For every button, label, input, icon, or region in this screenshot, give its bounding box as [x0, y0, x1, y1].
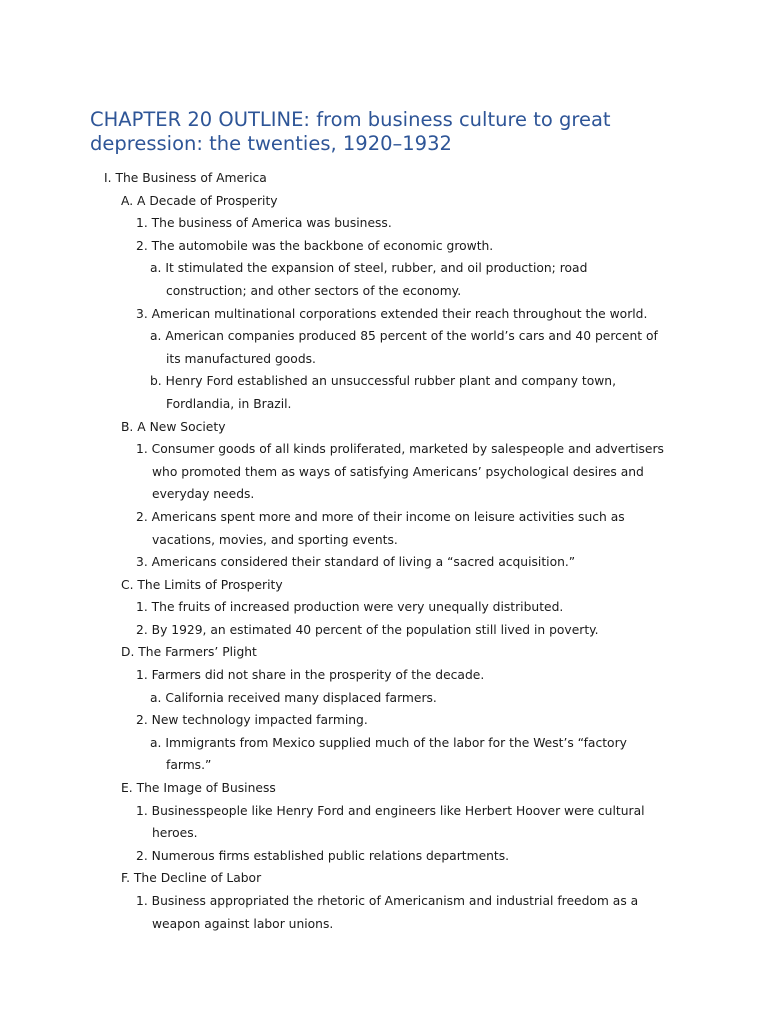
outline-subpoint: a. California received many displaced farmers.: [150, 690, 437, 705]
outline-section-heading: I. The Business of America: [104, 171, 267, 185]
outline-subpoint-continuation: farms.”: [166, 758, 212, 773]
outline-subsection-heading: D. The Farmers’ Plight: [121, 645, 257, 660]
outline-point: 2. By 1929, an estimated 40 percent of the population still lived in poverty.: [136, 622, 599, 637]
outline-point-continuation: vacations, movies, and sporting events.: [152, 532, 398, 547]
outline-point: 1. The business of America was business.: [136, 216, 392, 231]
chapter-outline: [0, 167, 768, 935]
chapter-title: [90, 108, 690, 156]
outline-subpoint-continuation: its manufactured goods.: [166, 351, 316, 366]
outline-point: 1. The fruits of increased production were very unequally distributed.: [136, 600, 564, 615]
outline-subpoint-continuation: Fordlandia, in Brazil.: [166, 396, 292, 411]
outline-point: 1. Farmers did not share in the prosperity of the decade.: [136, 668, 485, 683]
chapter-title-line-2: depression: the twenties, 1920–1932: [90, 132, 452, 155]
outline-subpoint: a. Immigrants from Mexico supplied much of the labor for the West’s “factory: [150, 735, 627, 750]
chapter-title-line-1: CHAPTER 20 OUTLINE: from business culture to great: [90, 108, 611, 131]
outline-point-continuation: weapon against labor unions.: [152, 916, 334, 931]
outline-point: 2. The automobile was the backbone of economic growth.: [136, 238, 494, 253]
outline-point: 1. Business appropriated the rhetoric of Americanism and industrial freedom as a: [136, 894, 639, 908]
outline-subpoint: b. Henry Ford established an unsuccessful rubber plant and company town,: [150, 374, 617, 389]
outline-subpoint-continuation: construction; and other sectors of the economy.: [166, 283, 462, 298]
outline-point: 2. Americans spent more and more of their income on leisure activities such as: [136, 509, 625, 524]
outline-subsection-heading: F. The Decline of Labor: [121, 871, 262, 886]
outline-subsection-heading: E. The Image of Business: [121, 781, 276, 796]
outline-subsection-heading: C. The Limits of Prosperity: [121, 577, 283, 592]
outline-point: 3. American multinational corporations extended their reach throughout the world.: [136, 306, 648, 321]
outline-point-continuation: heroes.: [152, 826, 198, 841]
outline-point: 1. Consumer goods of all kinds proliferated, marketed by salespeople and advertisers: [136, 442, 664, 457]
outline-point: 2. New technology impacted farming.: [136, 713, 368, 728]
outline-point: 2. Numerous firms established public relations departments.: [136, 848, 510, 863]
outline-subpoint: a. It stimulated the expansion of steel, rubber, and oil production; road: [150, 261, 588, 276]
outline-subsection-heading: B. A New Society: [121, 419, 226, 434]
outline-point: 3. Americans considered their standard of living a “sacred acquisition.”: [136, 555, 576, 570]
outline-subsection-heading: A. A Decade of Prosperity: [121, 193, 278, 208]
outline-subpoint: a. American companies produced 85 percent of the world’s cars and 40 percent of: [150, 329, 658, 344]
outline-point: 1. Businesspeople like Henry Ford and engineers like Herbert Hoover were cultural: [136, 803, 645, 818]
outline-point-continuation: everyday needs.: [152, 487, 255, 502]
outline-point-continuation: who promoted them as ways of satisfying Americans’ psychological desires and: [152, 464, 644, 479]
